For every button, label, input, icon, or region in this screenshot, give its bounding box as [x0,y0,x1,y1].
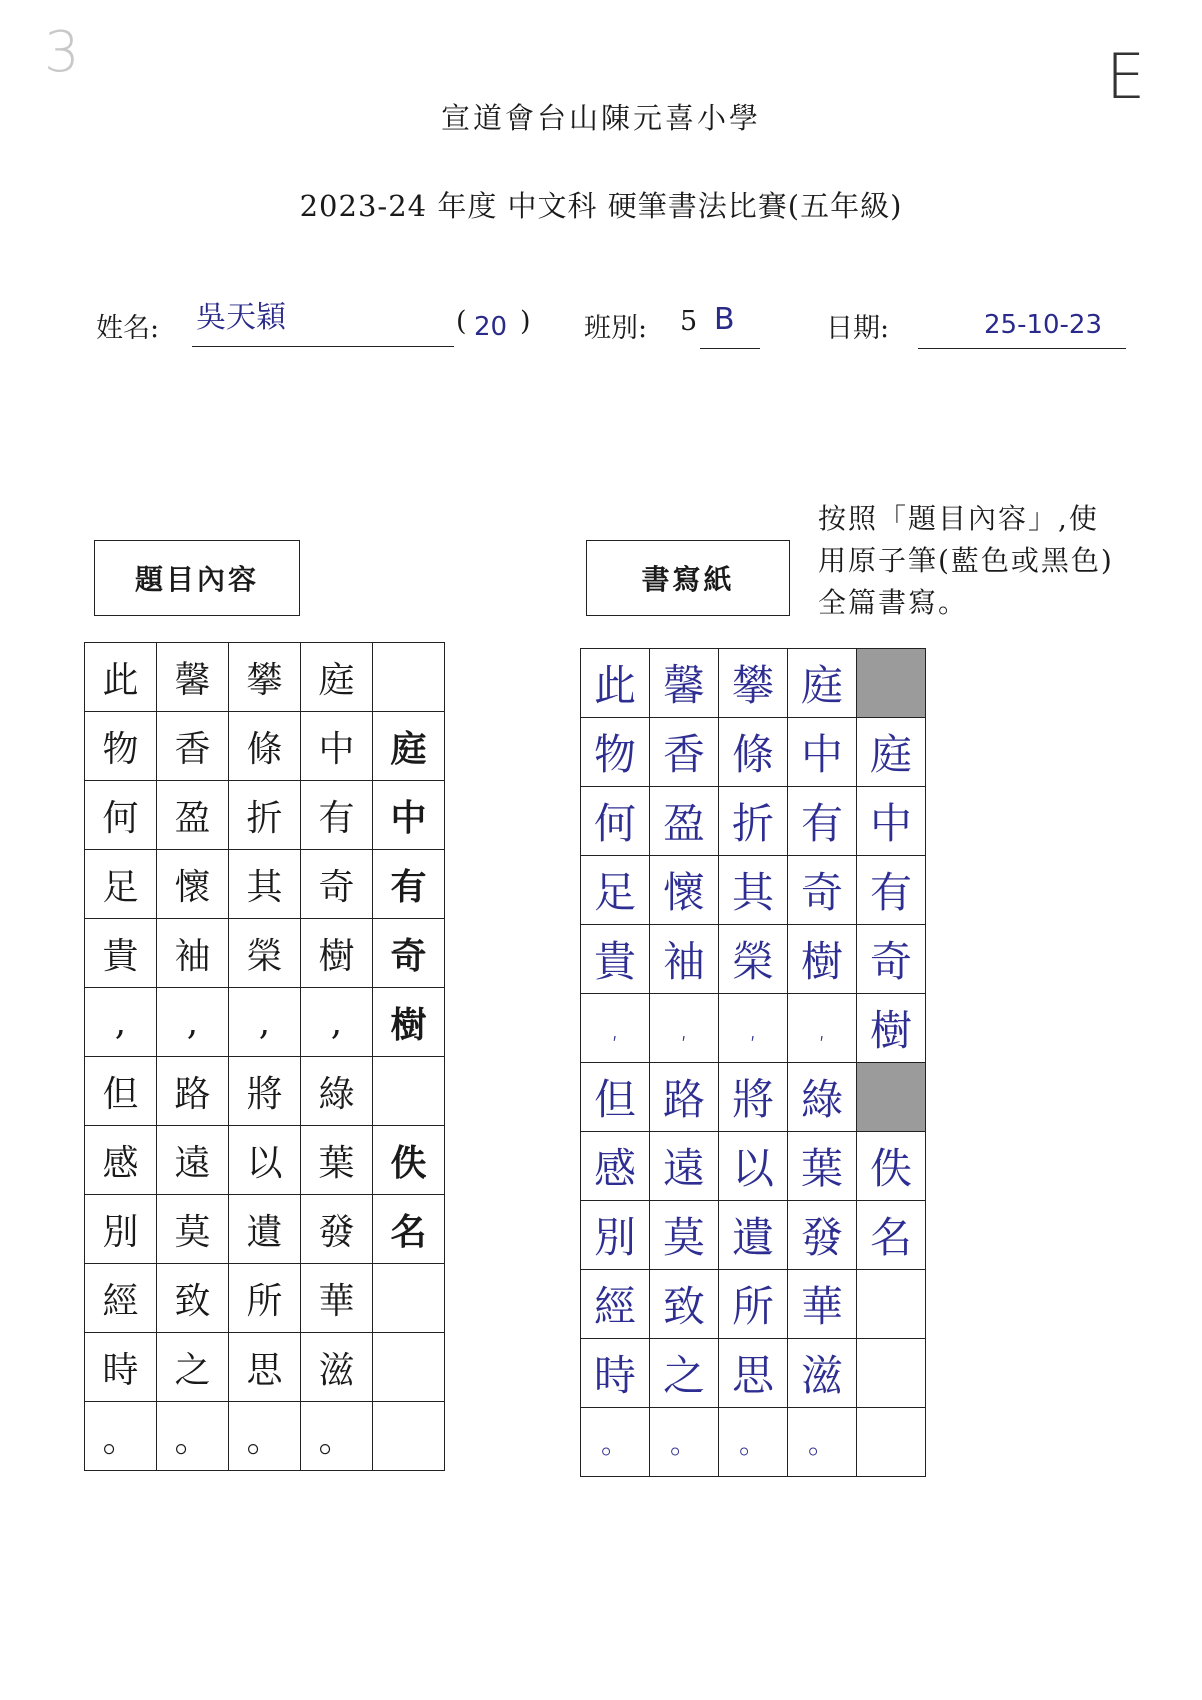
writing-cell: 樹 [788,925,857,994]
reference-cell: 有 [373,850,445,919]
reference-cell: 時 [85,1333,157,1402]
writing-row [581,1132,926,1201]
reference-cell: 折 [229,781,301,850]
reference-cell: 遺 [229,1195,301,1264]
writing-cell: 何 [581,787,650,856]
reference-cell: 中 [301,712,373,781]
writing-cell: 香 [650,718,719,787]
reference-row [85,919,445,988]
reference-cell: 馨 [157,643,229,712]
writing-row [581,1201,926,1270]
writing-cell: 有 [788,787,857,856]
reference-cell: 香 [157,712,229,781]
writing-cell: 馨 [650,649,719,718]
reference-cell: , [301,988,373,1057]
shaded-cell [857,1063,926,1132]
writing-cell: 遠 [650,1132,719,1201]
reference-cell: 經 [85,1264,157,1333]
writing-cell: 物 [581,718,650,787]
writing-cell: 致 [650,1270,719,1339]
reference-row [85,988,445,1057]
writing-cell: 名 [857,1201,926,1270]
instruction-line: 用原子筆(藍色或黑色) [818,544,1114,577]
writing-cell: 葉 [788,1132,857,1201]
writing-cell: 遺 [719,1201,788,1270]
reference-cell: 中 [373,781,445,850]
reference-row [85,1057,445,1126]
reference-cell [373,643,445,712]
reference-cell: 華 [301,1264,373,1333]
instructions [818,498,1188,624]
reference-cell: 攀 [229,643,301,712]
reference-cell [373,1333,445,1402]
writing-header: 書寫紙 [586,540,790,616]
reference-cell [373,1057,445,1126]
reference-row [85,712,445,781]
class-underline [700,348,760,349]
reference-cell: 奇 [301,850,373,919]
writing-cell: 。 [788,1408,857,1477]
date-label: 日期: [826,313,890,344]
reference-cell: 袖 [157,919,229,988]
writing-cell: 折 [719,787,788,856]
reference-row [85,850,445,919]
reference-cell [373,1264,445,1333]
writing-cell: , [581,994,650,1063]
reference-cell: 樹 [373,988,445,1057]
reference-cell: 將 [229,1057,301,1126]
instruction-line: 全篇書寫。 [818,586,969,619]
grade-mark: E [1106,40,1146,113]
writing-cell: 奇 [788,856,857,925]
page-number-mark: 3 [44,20,80,85]
reference-cell: 路 [157,1057,229,1126]
reference-cell: 遠 [157,1126,229,1195]
reference-cell: 莫 [157,1195,229,1264]
writing-cell: 有 [857,856,926,925]
writing-cell: 中 [788,718,857,787]
reference-cell: 。 [157,1402,229,1471]
writing-row [581,787,926,856]
reference-header: 題目內容 [94,540,300,616]
reference-cell: 但 [85,1057,157,1126]
writing-row [581,649,926,718]
writing-cell: 袖 [650,925,719,994]
reference-cell: 別 [85,1195,157,1264]
reference-cell: 名 [373,1195,445,1264]
reference-cell: 滋 [301,1333,373,1402]
writing-cell: , [719,994,788,1063]
writing-cell: 庭 [788,649,857,718]
writing-cell: 思 [719,1339,788,1408]
writing-row [581,718,926,787]
date-value: 25-10-23 [984,310,1103,340]
reference-cell: 發 [301,1195,373,1264]
class-label: 班別: [584,313,648,344]
reference-cell: 之 [157,1333,229,1402]
school-name: 宣道會台山陳元喜小學 [440,101,761,135]
writing-cell [857,1339,926,1408]
writing-cell: 發 [788,1201,857,1270]
reference-row [85,1126,445,1195]
writing-cell: 條 [719,718,788,787]
writing-grid [580,648,926,1477]
writing-row [581,925,926,994]
reference-cell: , [85,988,157,1057]
reference-cell: 。 [229,1402,301,1471]
writing-cell: 樹 [857,994,926,1063]
class-value: B [714,302,735,337]
writing-row [581,1339,926,1408]
reference-cell [373,1402,445,1471]
writing-cell: 。 [719,1408,788,1477]
writing-cell: 奇 [857,925,926,994]
reference-cell: 懷 [157,850,229,919]
writing-row [581,1063,926,1132]
reference-cell: 庭 [373,712,445,781]
reference-cell: 奇 [373,919,445,988]
name-value: 吳天穎 [196,300,286,335]
reference-cell: 有 [301,781,373,850]
reference-cell: 。 [85,1402,157,1471]
date-underline [918,348,1126,349]
reference-cell: , [157,988,229,1057]
reference-cell: 何 [85,781,157,850]
reference-cell: 感 [85,1126,157,1195]
writing-cell: 經 [581,1270,650,1339]
reference-cell: 榮 [229,919,301,988]
writing-cell: 佚 [857,1132,926,1201]
writing-cell: 庭 [857,718,926,787]
writing-cell: 足 [581,856,650,925]
reference-row [85,1402,445,1471]
writing-cell: 滋 [788,1339,857,1408]
writing-cell: 莫 [650,1201,719,1270]
reference-cell: 足 [85,850,157,919]
reference-cell: 佚 [373,1126,445,1195]
writing-cell: 以 [719,1132,788,1201]
reference-row [85,1333,445,1402]
reference-cell: 樹 [301,919,373,988]
number-close: ) [520,306,531,337]
writing-cell: 華 [788,1270,857,1339]
reference-row [85,1264,445,1333]
writing-cell [857,1408,926,1477]
writing-cell: 盈 [650,787,719,856]
writing-row [581,856,926,925]
writing-row [581,1270,926,1339]
name-underline [192,346,454,347]
reference-cell: 葉 [301,1126,373,1195]
writing-cell: 榮 [719,925,788,994]
number-open: ( [456,306,467,337]
writing-cell: 將 [719,1063,788,1132]
writing-cell: , [788,994,857,1063]
writing-cell: 攀 [719,649,788,718]
reference-cell: 思 [229,1333,301,1402]
reference-row [85,643,445,712]
reference-row [85,1195,445,1264]
writing-cell: 懷 [650,856,719,925]
writing-cell: 時 [581,1339,650,1408]
reference-cell: 條 [229,712,301,781]
instruction-line: 按照「題目內容」,使 [818,502,1099,535]
writing-cell [857,1270,926,1339]
reference-cell: 綠 [301,1057,373,1126]
writing-cell: 中 [857,787,926,856]
writing-cell: 之 [650,1339,719,1408]
name-label: 姓名: [96,313,160,344]
writing-cell: 綠 [788,1063,857,1132]
reference-row [85,781,445,850]
writing-row [581,1408,926,1477]
reference-cell: 致 [157,1264,229,1333]
writing-cell: 其 [719,856,788,925]
reference-cell: 。 [301,1402,373,1471]
writing-cell: 。 [581,1408,650,1477]
shaded-cell [857,649,926,718]
reference-cell: 此 [85,643,157,712]
reference-cell: , [229,988,301,1057]
writing-cell: 感 [581,1132,650,1201]
reference-cell: 所 [229,1264,301,1333]
writing-cell: 貴 [581,925,650,994]
writing-cell: 路 [650,1063,719,1132]
reference-cell: 貴 [85,919,157,988]
writing-cell: 所 [719,1270,788,1339]
writing-cell: 此 [581,649,650,718]
reference-cell: 以 [229,1126,301,1195]
writing-cell: 但 [581,1063,650,1132]
competition-title: 2023-24 年度 中文科 硬筆書法比賽(五年級) [299,189,903,223]
number-value: 20 [474,312,508,342]
reference-cell: 盈 [157,781,229,850]
writing-cell: 別 [581,1201,650,1270]
writing-cell: , [650,994,719,1063]
reference-cell: 物 [85,712,157,781]
reference-grid [84,642,445,1471]
writing-row [581,994,926,1063]
reference-cell: 庭 [301,643,373,712]
writing-cell: 。 [650,1408,719,1477]
class-prefix: 5 [680,306,698,337]
reference-cell: 其 [229,850,301,919]
